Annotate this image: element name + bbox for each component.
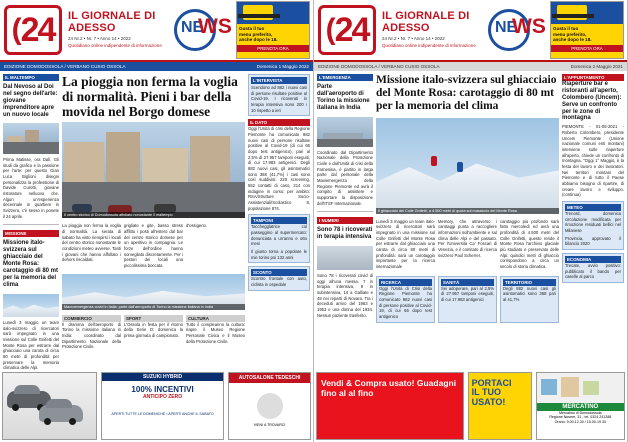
right-block-3-head: SCONTO bbox=[251, 269, 307, 276]
r-right-block-0-title: Riaperture bar e ristoranti all'aperto, Colombero (Uncem): Serve un confronto per le zone di montagna bbox=[562, 81, 622, 122]
masthead-tagline: Quotidiano online indipendente di informazione bbox=[68, 43, 162, 49]
sidebar-item-1-body: Lunedì 3 maggio un team italo-svizzero di ricercatori sarà impegnato in una missione sul Colle Gnifetti del Monte Rosa per estrarre dal ghiacciaio una carota di circa 80 metri di profondità per preservare la memoria climatica delle Alpi. bbox=[3, 319, 59, 371]
r-main-subcol-1: Memory, che attraverso i carotaggi punta a raccogliere informazioni sull'ambiente e sul clima delle Alpi e del passato. Per l'Università Ca' Foscari di Venezia, e il comitato di ricerca svizzero Paul Scherrer. bbox=[438, 218, 497, 258]
r-bottom-box-1-head: SANITÀ bbox=[441, 279, 494, 286]
masthead-subtitle: 24 Nr.2 • Nr. 7 • Anno 14 • 2022 bbox=[68, 36, 131, 42]
r-sidebar-photo-0 bbox=[317, 117, 373, 147]
newspaper-page-right bbox=[314, 0, 628, 442]
r-main-subcol-0: Lunedì 3 maggio un team italo-svizzero di ricercatori sarà impegnato in una missione sul Colle Gnifetti del Monte Rosa per estrarre dal ghiacciaio una carota di circa 80 metri di profondità: sarà un carotaggio importante per la ricerca internazionale bbox=[376, 218, 435, 269]
suzuki-footer: APERTI TUTTE LE DOMENICHE • APERTI ANCHE IL SABATO bbox=[111, 412, 214, 416]
masthead-ad-image-right bbox=[551, 2, 623, 24]
car-ad-left[interactable] bbox=[2, 372, 97, 440]
main-photo-2-caption-left: Macroemergenza covid in Italia: parte dall'aeroporto di Torino la missione italiana in India bbox=[62, 304, 245, 310]
main-subcol-2: d'ossigeno. bbox=[186, 223, 208, 229]
right-block-2-title: Tacchegglatrice col passeggino al supermercato: denunciata a un'anno e otto mesi bbox=[251, 224, 307, 247]
r-right-block-1-body: Provincia, approvato il bilancio 2020 bbox=[565, 235, 621, 247]
mercatino-sub: Mercatino di Domodossola bbox=[559, 411, 602, 415]
porta-line1: PORTACI bbox=[471, 378, 512, 388]
r-main-subcol-2: carotaggio più profondo sarà fatto mercoledì ed avrà una profondità di 4.500 metri del Colle Gnifetti, questo rende il Monte Rosa l'archivio glaciale più studiato e preservato delle Alpi: quindici metri di ghiaccio corrispondono a circa un secolo di storia climatica. bbox=[500, 218, 559, 269]
main-photo-left bbox=[62, 122, 245, 218]
masthead-tagline-right: Quotidiano online indipendente di informazione bbox=[382, 43, 476, 49]
suzuki-headline: 100% INCENTIVI bbox=[131, 385, 194, 394]
porta-line2: IL TUO bbox=[471, 387, 502, 398]
r-sidebar-item-0-title[interactable]: Parte dall'aeroporto di Torino la missione italiana in India bbox=[317, 84, 370, 111]
main-photo-right bbox=[376, 118, 559, 214]
masthead-title-left bbox=[62, 11, 172, 49]
mercatino-addr: Regione Nosere, 31 - tel. 0324 241288 bbox=[549, 415, 612, 420]
bottom-box-0-left[interactable] bbox=[62, 315, 121, 350]
autosalone-brand: AUTOSALONE TEDESCHI bbox=[229, 373, 310, 383]
left-sidebar-column-right-page bbox=[317, 74, 373, 371]
masthead-ad-left[interactable] bbox=[236, 1, 310, 59]
r-right-block-1-head: METEO bbox=[565, 204, 621, 211]
divider-right bbox=[317, 211, 373, 212]
r-sidebar-item-1-body: Sono 78 i ricoverati covid di oggi all'una messa. 7 in terapia intensiva, 9 in subintensiva, 14 a Galliate e 48 nei reparti di Novara. Tra i deceduti arrivo del 1963 e 1953 e una donna del 1934. Nessun paziente trasferito. bbox=[317, 273, 373, 318]
right-block-1-left[interactable] bbox=[248, 119, 310, 211]
mercatino-hours: Orario: 9.00-12.30 / 15.00-19.30 bbox=[554, 419, 606, 424]
r-bottom-box-1[interactable] bbox=[438, 276, 497, 323]
masthead-title-right bbox=[376, 11, 486, 49]
suzuki-ad-left[interactable] bbox=[101, 372, 224, 440]
news-logo-ne-right: NE bbox=[495, 19, 518, 36]
masthead-ad-line1: Gusta il tuo bbox=[239, 26, 265, 31]
right-block-3-title: Scontro frontale con auto, ciclista in ospedale bbox=[251, 276, 307, 288]
autosalone-ad-left[interactable] bbox=[228, 372, 311, 440]
masthead-ad-line3-right: anche dopo le 18. bbox=[553, 37, 592, 43]
r-right-block-2-head: ECONOMIA bbox=[565, 256, 621, 263]
mercatino-image bbox=[537, 373, 624, 403]
main-photo-2-left bbox=[62, 274, 245, 310]
r-right-block-2[interactable] bbox=[562, 253, 624, 283]
dateline-left bbox=[0, 62, 313, 71]
right-block-2-left[interactable] bbox=[248, 214, 310, 263]
dateline-edition: EDIZIONE DOMODOSSOLA / VERBANO CUSIO OSSOLA bbox=[4, 64, 126, 69]
r-bottom-box-2-head: TERRITORIO bbox=[503, 279, 556, 286]
autosalone-sub: VIENI A TROVARCI bbox=[253, 423, 286, 427]
suzuki-sub: ANTICIPO ZERO bbox=[142, 394, 183, 400]
truck-icon bbox=[243, 5, 273, 20]
bottom-box-1-text: L'Ossola in festa per il ritorno della Serie D: domenica la prima giornata di campionato. bbox=[124, 321, 183, 339]
masthead-ad-line3: anche dopo le 18. bbox=[239, 37, 278, 43]
masthead-subtitle-right: 24 Nr.2 • Nr. 7 • Anno 14 • 2022 bbox=[382, 36, 445, 42]
news-logo-left bbox=[172, 7, 234, 53]
sidebar-item-0-body: Prima Matisse, ora Dalì. Gli studi da grafico e la passione per l'arte: per questo Gian Luca Biglioni disegni personalizza la professione di Davide Curotti, giovane ristoratore nelluovo che. Algun un'esperienza decennale in quartiere in Svizzera, c'è sesso in ponete il 24 aprile. bbox=[3, 156, 59, 219]
sidebar-item-1-head: MISSIONE bbox=[3, 230, 59, 237]
dateline-date-right: Domenica 2 Maggio 2021 bbox=[570, 64, 623, 69]
r-bottom-box-1-text: Sei adoperare, pari al 2,5% di 27.957 tamponi eseguiti, di cui 17.983 antigenici bbox=[441, 285, 494, 303]
divider bbox=[3, 224, 59, 225]
masthead-name-right: IL GIORNALE DI ADESSO bbox=[382, 10, 470, 34]
main-photo-caption-left: Il centro storico di Domodossola affollato nonostante il maltempo bbox=[62, 212, 245, 218]
r-right-block-1-title: Trenord, domenica circolazione modificata per rimozione residuati bellici nel Milanese bbox=[565, 211, 621, 234]
r-right-block-0-head: L'APPUNTAMENTO bbox=[562, 74, 624, 81]
mercatino-brand: MERCATINO bbox=[537, 403, 624, 411]
right-block-0-title: Scendono ad 882 i nuovi casi di persone risultate positive al Covid-19. I ricoverati in terapia intensiva sono 200 i 10 rispetto a ieri bbox=[251, 85, 307, 113]
suzuki-brand: SUZUKI HYBRID bbox=[102, 373, 223, 381]
porta-ad[interactable] bbox=[468, 372, 532, 440]
r-sidebar-item-1-head: I NUMERI bbox=[317, 217, 373, 224]
sidebar-item-0-title[interactable]: Dal Nevoso al Doi nel segno dell'arte: giovane imprenditore apre un nuovo locale bbox=[3, 84, 58, 118]
main-headline-left[interactable]: La pioggia non ferma la voglia di normalità. Pieni i bar della movida nel Borgo domese bbox=[62, 74, 238, 120]
sidebar-item-0-head: IL MALTEMPO bbox=[3, 74, 59, 81]
r-right-block-0-body: PIEMONTE - 01-05-2021 - Roberto Colombero, presidente Uncem Piemonte (Unione nazionale comuni enti montani) interviene sulle riaperture all'aperto, chiede un confronto di montagna. "Oggi 1° Maggio, è la festa del lavoro e dei lavoratori. Nei territori montani del Piemonte e di tutto il Paese abbiamo bisogno di ripartire, di creare lavoro e sviluppo. (continua) bbox=[562, 124, 624, 198]
r-sidebar-photo-1 bbox=[317, 246, 373, 270]
main-column-left-page bbox=[62, 74, 245, 371]
left-sidebar-column-left-page bbox=[3, 74, 59, 371]
right-block-2-body: Il giunto torna a popolare le mie torino poi 132 anni bbox=[251, 249, 307, 260]
r-bottom-box-0-head: RICERCA bbox=[379, 279, 432, 286]
porta-line3: USATO! bbox=[471, 396, 506, 407]
news-logo-ws-right: WS bbox=[512, 15, 546, 38]
masthead-ad-image bbox=[237, 2, 309, 24]
page-body-left bbox=[0, 71, 313, 371]
dateline-date: Domenica 1 Maggio 2022 bbox=[256, 64, 309, 69]
right-sidebar-column-left-page bbox=[248, 74, 310, 371]
right-block-0-left[interactable] bbox=[248, 74, 310, 116]
masthead-ad-right[interactable] bbox=[550, 1, 624, 59]
bottom-ads-right bbox=[314, 370, 627, 442]
main-column-right-page bbox=[376, 74, 559, 371]
r-sidebar-item-1-title[interactable]: Sono 78 i ricoverati in terapia intensiva bbox=[317, 227, 373, 241]
masthead-ad-strip-right[interactable]: PRENOTA ORA bbox=[551, 45, 623, 52]
r-right-block-1[interactable] bbox=[562, 201, 624, 250]
main-subcol-0: La pioggia non ferma la voglia di normalità. La serata di sabato ha visto riempirsi i locali del centro storico nonostante le condizioni meteo avverse. Tanti i giovani che hanno affollato i dehors riscaldati. bbox=[62, 223, 121, 263]
bottom-box-2-text: Tutto il compleanno la cultura: riapre il Museo Regione Personale Civica e il Museo della Protezione Civile. bbox=[186, 321, 245, 344]
mercatino-ad[interactable] bbox=[536, 372, 625, 440]
right-sidebar-column-right-page bbox=[562, 74, 624, 371]
masthead-ad-line1-right: Gusta il tuo bbox=[553, 26, 579, 31]
r-bottom-box-0-text: Oggi l'Unità di Crisi della Regione Piemonte ha comunicato 882 nuovi casi di persone positive al Covid-19, di cui 66 dopo test antigenico bbox=[379, 285, 432, 320]
masthead-right bbox=[314, 0, 627, 62]
right-block-1-title: Oggi l'Unità di crisi della Regione Piemonte ha comunicato 882 nuovi casi di persone risultate positive al Covid-19 (di cui 66 dopo test antigenico), pari al 2,5% di 27.957 tamponi eseguiti, di cui 17.983 antigenici. Degli 882 nuovi casi, gli asintomatici sono 368 (41,7%) i casi sono così suddivisi: 220 screening, 552 contatti di caso, 214 con indagine in corso; per ambito: RSA/Strutture Socio-Assistenziali/Scolastico 8, popolazione 874. bbox=[248, 126, 310, 211]
sidebar-photo-0 bbox=[3, 123, 59, 154]
news-logo-ws: WS bbox=[198, 15, 232, 38]
right-block-2-head: TAMPONI bbox=[251, 217, 307, 224]
masthead-ad-line2-right: menu preferito, bbox=[553, 31, 587, 37]
bottom-box-1-left[interactable] bbox=[124, 315, 183, 350]
r-right-block-0[interactable] bbox=[562, 74, 624, 198]
right-block-1-head: IL DATO bbox=[248, 119, 310, 126]
main-photo-caption-right: Il ghiacciaio del Colle Gnifetti, a 4.500 metri di quota sul massiccio del Monte Rosa bbox=[376, 208, 559, 214]
bottom-box-2-left[interactable] bbox=[186, 315, 245, 350]
logo-24-left: ( 24 bbox=[4, 5, 62, 55]
vendi-ad[interactable] bbox=[316, 372, 464, 440]
logo-24-right: ( 24 bbox=[318, 5, 376, 55]
truck-icon-right bbox=[557, 5, 587, 20]
masthead-name: IL GIORNALE DI ADESSO bbox=[68, 10, 156, 34]
vendi-ad-text: Vendi & Compra usato! Guadagni fino al al fino bbox=[321, 378, 457, 398]
r-sidebar-item-0-head: L'EMERGENZA bbox=[317, 74, 373, 81]
dateline-right bbox=[314, 62, 627, 71]
bottom-box-0-text: Il dramma dell'aeroporto di Torino la missione italiana in India: coordinato dal Dipartimento Nazionale della Protezione Civile. bbox=[62, 321, 121, 350]
news-logo-right bbox=[486, 7, 548, 53]
bottom-box-2-head: CULTURA bbox=[186, 315, 245, 322]
bottom-ads-left bbox=[0, 370, 313, 442]
right-block-3-left[interactable] bbox=[248, 266, 310, 290]
news-logo-ne: NE bbox=[181, 19, 204, 36]
r-sidebar-item-0-body: Coordinato dal Dipartimento Nazionale della Protezione Civile e dall'Unità di crisi della Farnesina, è partito in larga parte dal personale della Maxiemergenza della Regione Piemonte ed avrà il compito di assistere e supportare la disposizione dell'ITSF Internazionale. bbox=[317, 149, 373, 206]
masthead-ad-strip[interactable]: PRENOTA ORA bbox=[237, 45, 309, 52]
r-bottom-box-2-text: Degli 882 nuovi casi gli asintomatici sono 368 pari al 41,7% bbox=[503, 285, 556, 303]
r-right-block-2-title: Trecate, avvio positivo: pubblicato il bando per caselle al parco bbox=[565, 263, 621, 280]
r-bottom-box-0[interactable] bbox=[376, 276, 435, 323]
masthead-ad-line2: menu preferito, bbox=[239, 31, 273, 37]
main-subcol-1: grigliate e gite, basso stress afflitto i posti all'estero dal bar del centro storico domese per un aperitivo in compagnia. Le forze dell'ordine hanno sorvegliato discretamente. Per i pestori dei locali una piccolissima boccata bbox=[124, 223, 183, 269]
masthead-left bbox=[0, 0, 313, 62]
dateline-edition-right: EDIZIONE DOMODOSSOLA / VERBANO CUSIO OSSOLA bbox=[318, 64, 440, 69]
sidebar-item-1-title[interactable]: Missione italo-svizzera sul ghiacciaio del Monte Rosa: carotaggio di 80 mt per la memoria del clima bbox=[3, 240, 59, 288]
sidebar-photo-1 bbox=[3, 294, 59, 317]
bottom-box-1-head: SPORT bbox=[124, 315, 183, 322]
bottom-box-0-head: COMMERCIO bbox=[62, 315, 121, 322]
bear-logo-icon bbox=[257, 393, 283, 419]
main-headline-right[interactable]: Missione italo-svizzera sul ghiacciaio del Monte Rosa: carotaggio di 80 mt per la memoria del clima bbox=[376, 74, 557, 112]
page-body-right bbox=[314, 71, 627, 371]
r-bottom-box-2[interactable] bbox=[500, 276, 559, 323]
right-block-0-head: L'INTERVISTA bbox=[251, 77, 307, 84]
